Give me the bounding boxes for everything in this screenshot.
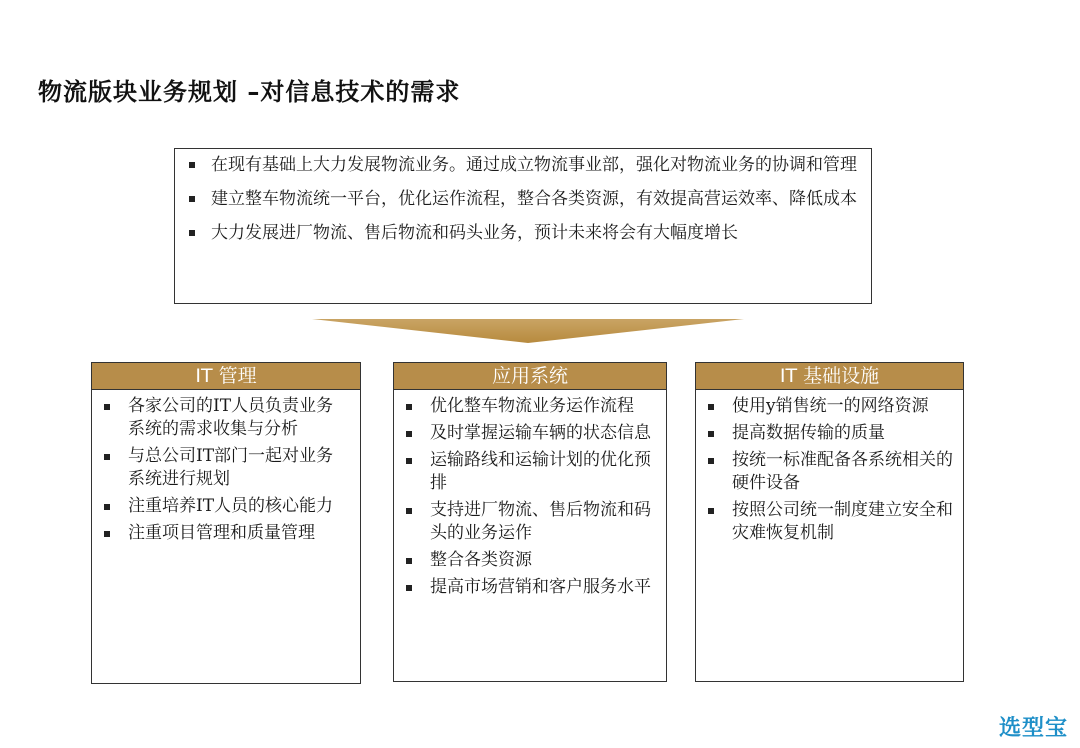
strategy-box xyxy=(174,148,872,304)
list-item: 优化整车物流业务运作流程 xyxy=(406,395,656,418)
list-item: 提高市场营销和客户服务水平 xyxy=(406,576,656,599)
column-header: IT 管理 xyxy=(92,363,360,390)
list-item: 按照公司统一制度建立安全和灾难恢复机制 xyxy=(708,499,953,545)
list-item: 注重培养IT人员的核心能力 xyxy=(104,495,350,518)
list-item: 支持进厂物流、售后物流和码头的业务运作 xyxy=(406,499,656,545)
column-header: IT 基础设施 xyxy=(696,363,963,390)
watermark-logo: 选型宝 xyxy=(998,716,1068,741)
list-item: 大力发展进厂物流、售后物流和码头业务，预计未来将会有大幅度增长 xyxy=(189,221,859,245)
strategy-list xyxy=(189,153,859,245)
list-item: 建立整车物流统一平台，优化运作流程，整合各类资源，有效提高营运效率、降低成本 xyxy=(189,187,859,211)
down-arrow-icon xyxy=(312,319,744,343)
list-item: 按统一标准配备各系统相关的硬件设备 xyxy=(708,449,953,495)
it-management-column xyxy=(91,362,361,684)
list-item: 与总公司IT部门一起对业务系统进行规划 xyxy=(104,445,350,491)
column-header: 应用系统 xyxy=(394,363,666,390)
list-item: 在现有基础上大力发展物流业务。通过成立物流事业部，强化对物流业务的协调和管理 xyxy=(189,153,859,177)
list-item: 及时掌握运输车辆的状态信息 xyxy=(406,422,656,445)
column-list xyxy=(104,395,350,545)
list-item: 注重项目管理和质量管理 xyxy=(104,522,350,545)
list-item: 使用y销售统一的网络资源 xyxy=(708,395,953,418)
application-systems-column xyxy=(393,362,667,682)
list-item: 各家公司的IT人员负责业务系统的需求收集与分析 xyxy=(104,395,350,441)
list-item: 整合各类资源 xyxy=(406,549,656,572)
it-infrastructure-column xyxy=(695,362,964,682)
page-title: 物流版块业务规划 –对信息技术的需求 xyxy=(38,78,461,106)
column-list xyxy=(406,395,656,599)
list-item: 运输路线和运输计划的优化预排 xyxy=(406,449,656,495)
column-list xyxy=(708,395,953,545)
list-item: 提高数据传输的质量 xyxy=(708,422,953,445)
